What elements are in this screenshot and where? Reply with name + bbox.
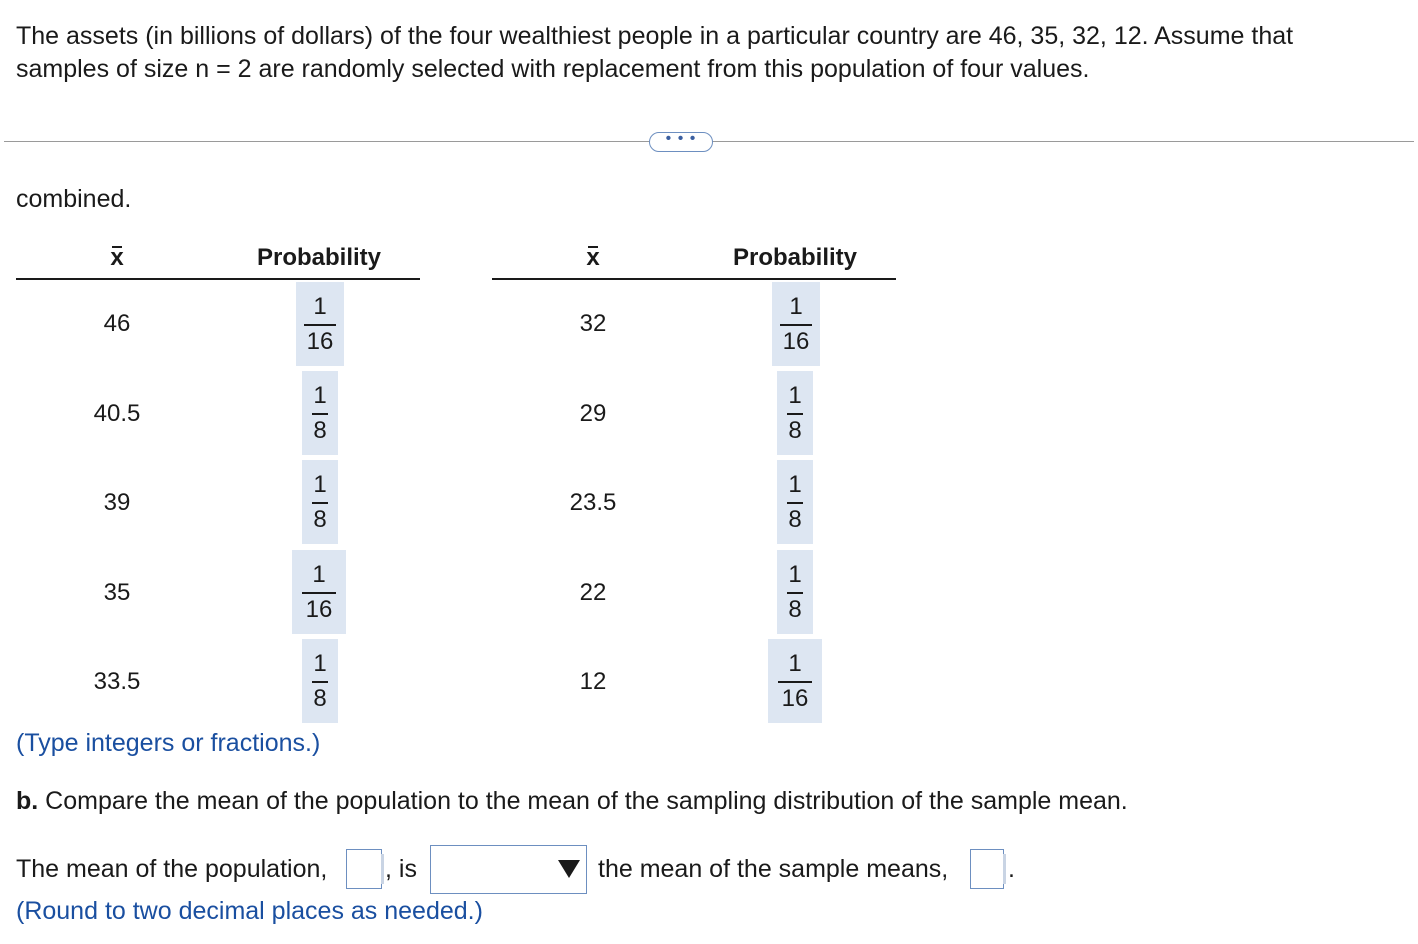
type-hint: (Type integers or fractions.) (16, 729, 321, 757)
right-xbar-header (493, 244, 693, 272)
answer-end-period: . (1008, 855, 1015, 883)
table-row-left-3-x: 39 (103, 489, 131, 516)
left-header-rule (16, 278, 420, 280)
answer-is-text: , is (385, 855, 417, 883)
table-row-left-2-x: 40.5 (93, 400, 141, 427)
answer-prefix: The mean of the population, (16, 855, 328, 883)
part-b-question (16, 787, 1128, 816)
part-b-text: Compare the mean of the population to the mean of the sampling distribution of the sample mean. (38, 787, 1128, 815)
table-row-right-1-probability[interactable]: 1 16 (772, 282, 820, 366)
table-row-right-2-probability[interactable]: 1 8 (777, 371, 813, 455)
problem-line-1: The assets (in billions of dollars) of the four wealthiest people in a particular country are 46, 35, 32, 12. Assume that (16, 22, 1294, 50)
table-row-right-4-x: 22 (579, 579, 607, 606)
table-row-right-3-probability[interactable]: 1 8 (777, 460, 813, 544)
sample-means-input[interactable] (970, 849, 1004, 889)
dropdown-arrow-icon (558, 860, 580, 878)
table-row-left-4-probability[interactable]: 1 16 (292, 550, 346, 634)
problem-line-2: samples of size n = 2 are randomly selected with replacement from this population of four values. (16, 55, 1090, 83)
table-row-right-3-x: 23.5 (569, 489, 617, 516)
combined-text: combined. (16, 185, 132, 213)
right-header-rule (492, 278, 896, 280)
left-probability-header: Probability (256, 244, 382, 271)
comparison-dropdown[interactable] (430, 845, 587, 894)
table-row-left-4-x: 35 (103, 579, 131, 606)
part-b-label: b. (16, 787, 39, 815)
xbar-symbol: x (586, 244, 600, 271)
table-row-right-2-x: 29 (579, 400, 607, 427)
table-row-left-5-probability[interactable]: 1 8 (302, 639, 338, 723)
table-row-right-5-probability[interactable]: 1 16 (768, 639, 822, 723)
xbar-symbol: x (110, 244, 124, 271)
expand-more-button[interactable]: • • • (649, 132, 713, 152)
table-row-left-1-x: 46 (103, 310, 131, 337)
population-mean-input[interactable] (346, 849, 382, 889)
table-row-right-4-probability[interactable]: 1 8 (777, 550, 813, 634)
problem-statement (16, 20, 1396, 86)
answer-suffix: the mean of the sample means, (598, 855, 949, 883)
table-row-left-2-probability[interactable]: 1 8 (302, 371, 338, 455)
table-row-left-5-x: 33.5 (93, 668, 141, 695)
table-row-right-5-x: 12 (579, 668, 607, 695)
right-probability-header: Probability (732, 244, 858, 271)
table-row-left-1-probability[interactable]: 1 16 (296, 282, 344, 366)
table-row-right-1-x: 32 (579, 310, 607, 337)
table-row-left-3-probability[interactable]: 1 8 (302, 460, 338, 544)
left-xbar-header (17, 244, 217, 272)
round-hint: (Round to two decimal places as needed.) (16, 897, 483, 925)
